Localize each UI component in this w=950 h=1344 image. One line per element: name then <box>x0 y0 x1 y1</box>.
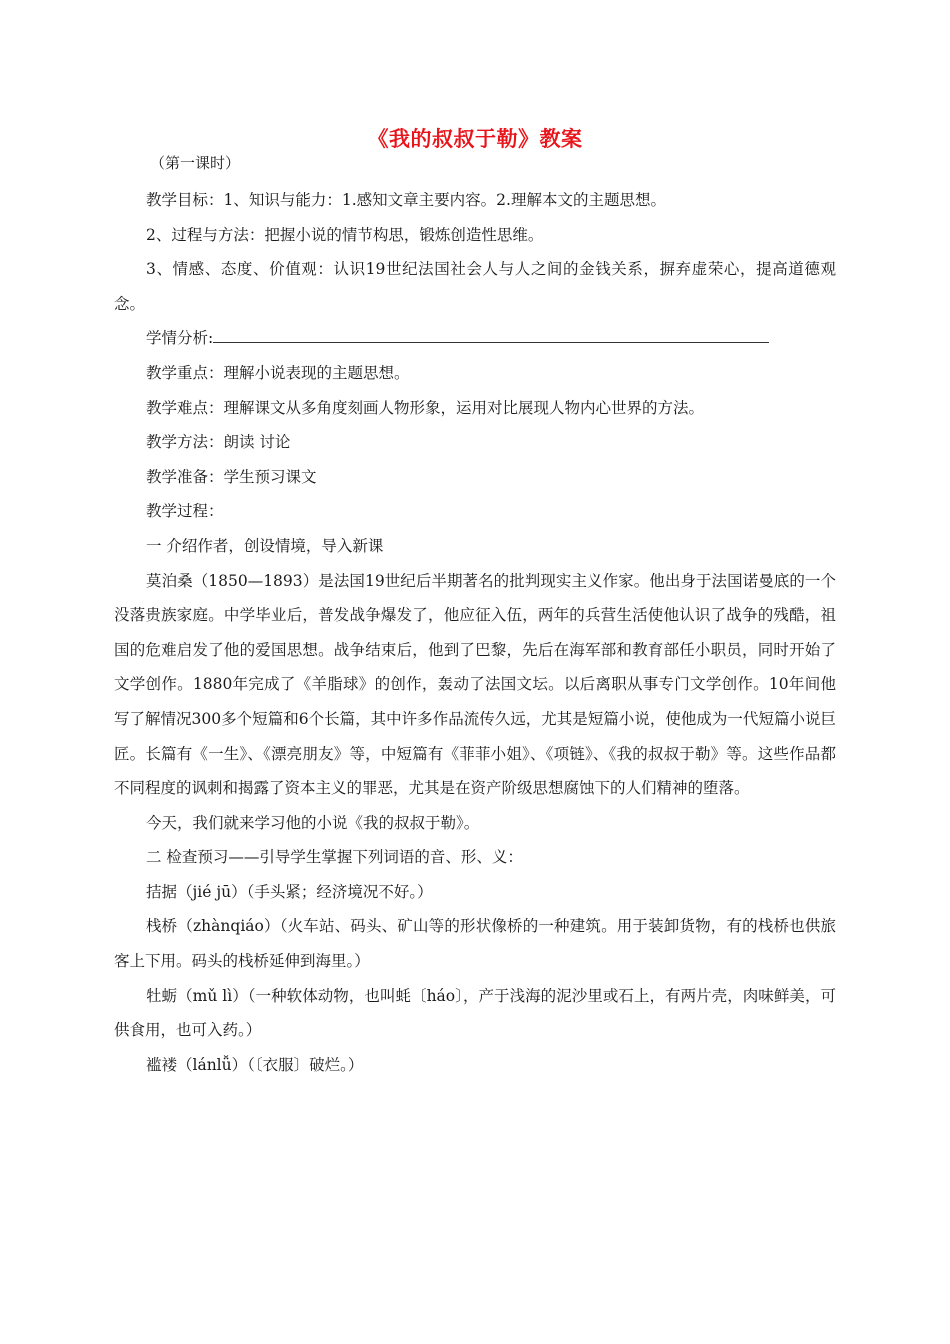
document-body <box>114 183 836 1082</box>
difficulty: 教学难点：理解课文从多角度刻画人物形象，运用对比展现人物内心世界的方法。 <box>146 398 705 417</box>
teaching-method: 教学方法：朗读 讨论 <box>146 433 291 452</box>
teaching-preparation: 教学准备：学生预习课文 <box>146 467 317 486</box>
vocab-item: 牡蛎（mǔ lì）（一种软体动物，也叫蚝〔háo〕，产于浅海的泥沙里或石上，有两片壳，肉味鲜美，可供食用，也可入药。） <box>114 986 836 1040</box>
vocab-item: 栈桥（zhànqiáo）（火车站、码头、矿山等的形状像桥的一种建筑。用于装卸货物，有的栈桥也供旅客上下用。码头的栈桥延伸到海里。） <box>114 917 836 971</box>
document-title: 《我的叔叔于勒》教案 <box>367 127 583 151</box>
process-label: 教学过程： <box>146 502 224 521</box>
analysis-label: 学情分析: <box>146 329 214 348</box>
vocab-item: 褴褛（lánlǚ）（〔衣服〕破烂。） <box>146 1055 364 1074</box>
goals-line-2: 2、过程与方法：把握小说的情节构思，锻炼创造性思维。 <box>146 225 544 244</box>
goals-line-1: 教学目标：1、知识与能力：1.感知文章主要内容。2.理解本文的主题思想。 <box>146 191 666 209</box>
author-paragraph: 莫泊桑（1850—1893）是法国19世纪后半期著名的批判现实主义作家。他出身于法国诺曼底的一个没落贵族家庭。中学毕业后，普发战争爆发了，他应征入伍，两年的兵营生活使他认识了战争的残酷，祖国的危难启发了他的爱国思想。战争结束后，他到了巴黎，先后在海军部和教育部任小职员，同时开始了文学创作。1880年完成了《羊脂球》的创作，轰动了法国文坛。以后离职从事专门文学创作。10年间他写了解情况300多个短篇和6个长篇，其中许多作品流传久远，尤其是短篇小说，使他成为一代短篇小说巨匠。长篇有《一生》、《漂亮朋友》等，中短篇有《菲菲小姐》、《项链》、《我的叔叔于勒》等。这些作品都不同程度的讽刺和揭露了资本主义的罪恶，尤其是在资产阶级思想腐蚀下的人们精神的堕落。 <box>114 571 836 798</box>
section-1-heading: 一 介绍作者，创设情境，导入新课 <box>146 536 384 555</box>
section-2-heading: 二 检查预习——引导学生掌握下列词语的音、形、义： <box>146 848 523 867</box>
lesson-label: （第一课时） <box>150 154 241 172</box>
goals-line-3: 3、情感、态度、价值观：认识19世纪法国社会人与人之间的金钱关系，摒弃虚荣心，提高道德观念。 <box>114 260 836 313</box>
key-point: 教学重点：理解小说表现的主题思想。 <box>146 363 410 382</box>
analysis-line <box>114 321 836 356</box>
analysis-blank-line <box>213 326 769 343</box>
today-line: 今天，我们就来学习他的小说《我的叔叔于勒》。 <box>146 813 480 832</box>
vocab-item: 拮据（jié jū）（手头紧；经济境况不好。） <box>146 882 433 901</box>
